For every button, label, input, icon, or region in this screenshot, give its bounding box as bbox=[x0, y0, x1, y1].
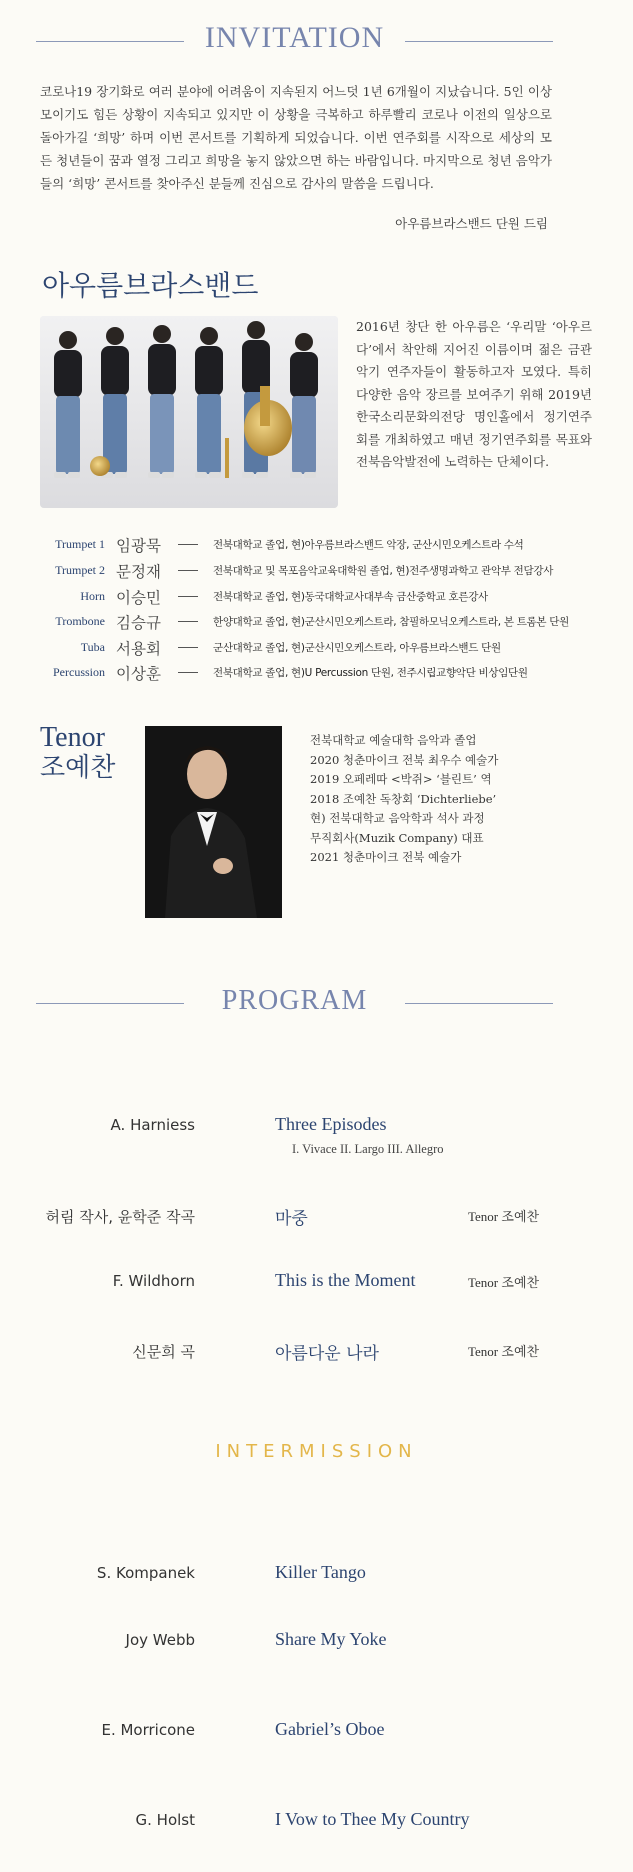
tenor-cv-item: 2020 청춘마이크 전북 최우수 예술가 bbox=[310, 752, 499, 767]
member-info: 전북대학교 졸업, 현)아우름브라스밴드 악장, 군산시민오케스트라 수석 bbox=[213, 539, 524, 551]
piece-movements: I. Vivace II. Largo III. Allegro bbox=[292, 1142, 444, 1156]
band-description: 2016년 창단 한 아우름은 ‘우리말 ‘아우르다’에서 착안해 지어진 이름이며 젊은 금관악기 연주자들이 활동하고자 모였다. 특히 다양한 음악 장르를 보여주기 위해 2019년 한국소리문화의전당 명인홀에서 정기연주회를 개최하였고 매년 정기연주회를 목표와 전북음악발전에 노력하는 단체이다. bbox=[356, 319, 592, 469]
composer: F. Wildhorn bbox=[112, 1272, 195, 1290]
member-info: 전북대학교 및 목포음악교육대학원 졸업, 현)전주생명과학고 관악부 전담강사 bbox=[213, 565, 554, 577]
program-item bbox=[0, 1631, 633, 1671]
member-info: 군산대학교 졸업, 현)군산시민오케스트라, 아우름브라스밴드 단원 bbox=[213, 642, 501, 654]
tenor-cv bbox=[310, 731, 498, 868]
piece-title: Share My Yoke bbox=[275, 1629, 387, 1649]
divider-line bbox=[405, 41, 553, 42]
member-row bbox=[0, 586, 633, 608]
program-heading-row bbox=[36, 983, 553, 1023]
member-dash bbox=[178, 570, 198, 571]
member-row bbox=[0, 534, 633, 556]
piece-title: Gabriel’s Oboe bbox=[275, 1719, 385, 1739]
invitation-heading: INVITATION bbox=[204, 21, 385, 54]
piece-title: I Vow to Thee My Country bbox=[275, 1809, 470, 1829]
member-role: Trumpet 1 bbox=[55, 537, 105, 551]
piece-title: Three Episodes bbox=[275, 1114, 387, 1134]
tenor-cv-item: 전북대학교 예술대학 음악과 졸업 bbox=[310, 733, 477, 747]
band-photo bbox=[40, 316, 338, 508]
member-row bbox=[0, 662, 633, 684]
tenor-photo bbox=[145, 726, 282, 918]
program-item bbox=[0, 1206, 633, 1246]
member-info: 전북대학교 졸업, 현)U Percussion 단원, 전주시립교향악단 비상임단원 bbox=[213, 667, 528, 679]
program-item bbox=[0, 1116, 633, 1156]
performer: Tenor 조예찬 bbox=[468, 1209, 540, 1224]
member-info: 한양대학교 졸업, 현)군산시민오케스트라, 참필하모닉오케스트라, 본 트롬본 단원 bbox=[213, 616, 569, 628]
tenor-cv-item: 무직회사(Muzik Company) 대표 bbox=[310, 830, 484, 845]
piece-title: Killer Tango bbox=[275, 1562, 366, 1582]
member-name: 임광묵 bbox=[116, 537, 161, 555]
member-dash bbox=[178, 672, 198, 673]
member-info: 전북대학교 졸업, 현)동국대학교사대부속 금산중학교 호른강사 bbox=[213, 591, 488, 603]
member-role: Horn bbox=[80, 589, 105, 603]
piece-title: 아름다운 나라 bbox=[275, 1344, 379, 1364]
tenor-cv-item: 2021 청춘마이크 전북 예술가 bbox=[310, 850, 462, 864]
invitation-body: 코로나19 장기화로 여러 분야에 어려움이 지속된지 어느덧 1년 6개월이 지났습니다. 5인 이상 모이기도 힘든 상황이 지속되고 있지만 이 상황을 극복하고 하루빨리 코로나 이전의 일상으로 돌아가길 ‘희망’ 하며 이번 콘서트를 기획하게 되었습니다. 이번 연주회를 시작으로 세상의 모든 청년들이 꿈과 열정 그리고 희망을 놓지 않았으면 하는 바람입니다. 마지막으로 청년 음악가들의 ‘희망’ 콘서트를 찾아주신 분들께 진심으로 감사의 말씀을 드립니다. bbox=[40, 84, 552, 191]
invitation-heading-row bbox=[36, 21, 553, 61]
program-heading: PROGRAM bbox=[221, 985, 368, 1016]
member-name: 문정재 bbox=[116, 563, 161, 581]
tenor-title bbox=[40, 722, 115, 784]
divider-line bbox=[405, 1003, 553, 1004]
program-item bbox=[0, 1564, 633, 1604]
member-role: Trombone bbox=[55, 614, 105, 628]
member-row bbox=[0, 637, 633, 659]
performer: Tenor 조예찬 bbox=[468, 1344, 540, 1359]
piece-title: 마중 bbox=[275, 1209, 308, 1229]
program-item bbox=[0, 1811, 633, 1851]
member-dash bbox=[178, 621, 198, 622]
tenor-cv-item: 2018 조예찬 독창회 ‘Dichterliebe’ bbox=[310, 791, 497, 806]
member-row bbox=[0, 560, 633, 582]
composer: 허림 작사, 윤학준 작곡 bbox=[45, 1208, 195, 1226]
member-dash bbox=[178, 544, 198, 545]
member-name: 서용회 bbox=[116, 640, 161, 658]
composer: S. Kompanek bbox=[96, 1564, 195, 1582]
tenor-cv-item: 현) 전북대학교 음악학과 석사 과정 bbox=[310, 811, 485, 825]
intermission-label: INTERMISSION bbox=[215, 1441, 418, 1462]
composer: Joy Webb bbox=[125, 1631, 195, 1649]
member-name: 이승민 bbox=[116, 589, 161, 607]
member-role: Trumpet 2 bbox=[55, 563, 105, 577]
tenor-cv-item: 2019 오페레따 <박쥐> ‘블린트’ 역 bbox=[310, 772, 492, 786]
program-item bbox=[0, 1341, 633, 1381]
program-item bbox=[0, 1272, 633, 1312]
program-item bbox=[0, 1721, 633, 1761]
member-dash bbox=[178, 647, 198, 648]
piece-title: This is the Moment bbox=[275, 1270, 416, 1290]
composer: 신문희 곡 bbox=[132, 1343, 195, 1361]
composer: E. Morricone bbox=[101, 1721, 195, 1739]
invitation-signature: 아우름브라스밴드 단원 드림 bbox=[395, 216, 548, 231]
performer: Tenor 조예찬 bbox=[468, 1275, 540, 1290]
tenor-title-line1: Tenor bbox=[40, 722, 105, 753]
band-title: 아우름브라스밴드 bbox=[42, 269, 259, 302]
member-name: 이상훈 bbox=[116, 665, 161, 683]
member-role: Percussion bbox=[53, 665, 105, 679]
member-dash bbox=[178, 596, 198, 597]
member-name: 김승규 bbox=[116, 614, 161, 632]
tenor-title-line2: 조예찬 bbox=[40, 753, 116, 783]
composer: A. Harniess bbox=[110, 1116, 195, 1134]
composer: G. Holst bbox=[135, 1811, 195, 1829]
member-row bbox=[0, 611, 633, 633]
member-role: Tuba bbox=[80, 640, 105, 654]
